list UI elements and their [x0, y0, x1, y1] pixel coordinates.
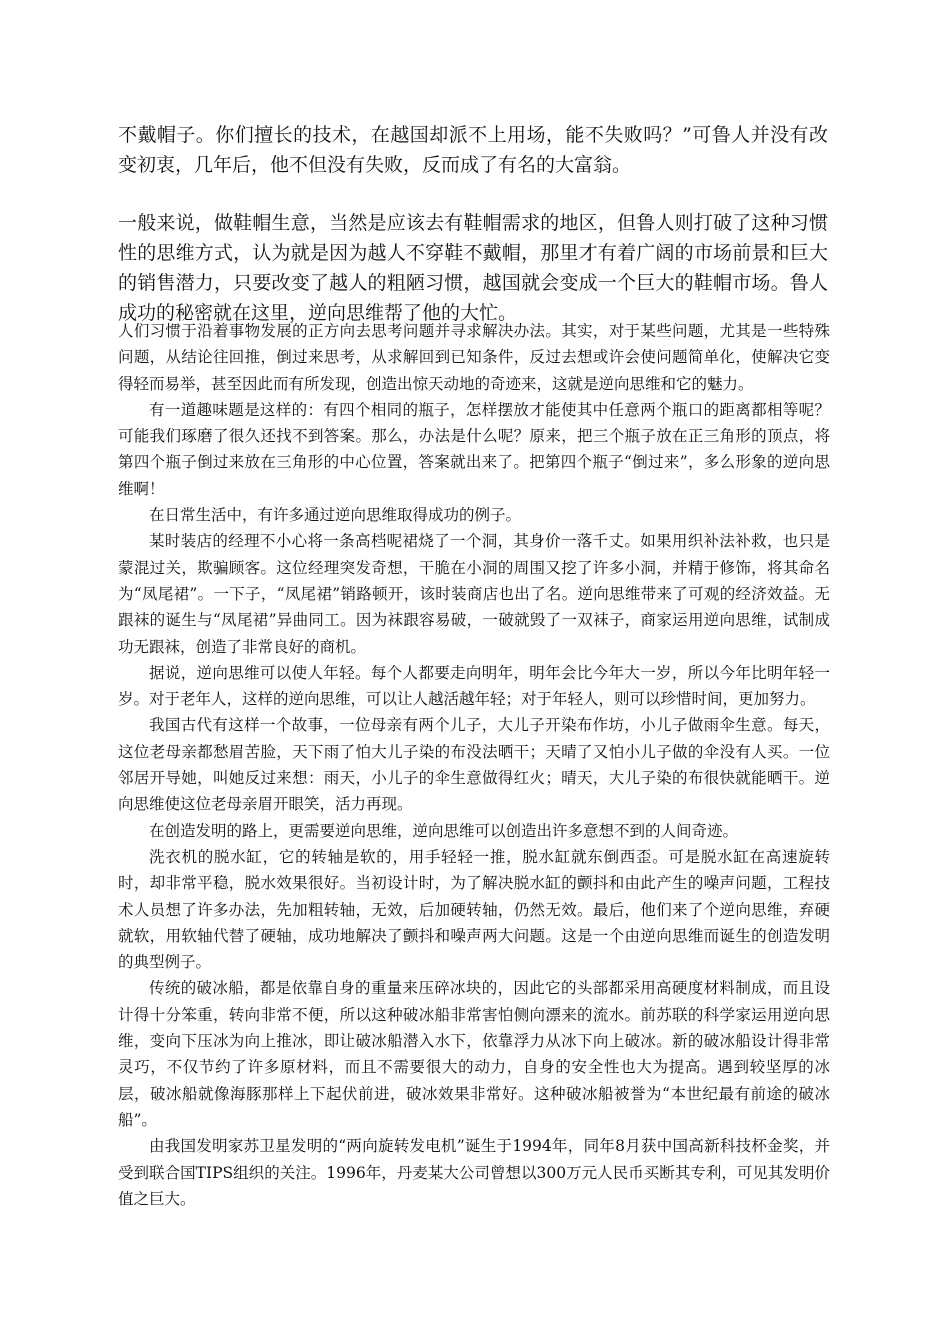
paragraph-washing-machine: 洗衣机的脱水缸，它的转轴是软的，用手轻轻一推，脱水缸就东倒西歪。可是脱水缸在高速旋转时，却非常平稳，脱水效果很好。当初设计时，为了解决脱水缸的颤抖和由此产生的噪声问题，工程技术人员想了许多办法，先加粗转轴，无效，后加硬转轴，仍然无效。最后，他们来了个逆向思维，弃硬就软，用软轴代替了硬轴，成功地解决了颤抖和噪声两大问题。这是一个由逆向思维而诞生的创造发明的典型例子。: [118, 847, 830, 972]
paragraph-invention: 在创造发明的路上，更需要逆向思维，逆向思维可以创造出许多意想不到的人间奇迹。: [149, 821, 739, 840]
paragraph-mother-story: 我国古代有这样一个故事，一位母亲有两个儿子，大儿子开染布作坊，小儿子做雨伞生意。每天，这位老母亲都愁眉苦脸，天下雨了怕大儿子染的布没法晒干；天晴了又怕小儿子做的伞没有人买。一位邻居开导她，叫她反过来想：雨天，小儿子的伞生意做得红火；晴天，大儿子染的布很快就能晒干。逆向思维使这位老母亲眉开眼笑，活力再现。: [118, 716, 830, 814]
paragraph-icebreaker: 传统的破冰船，都是依靠自身的重量来压碎冰块的，因此它的头部都采用高硬度材料制成，而且设计得十分笨重，转向非常不便，所以这种破冰船非常害怕侧向漂来的流水。前苏联的科学家运用逆向思维，变向下压冰为向上推冰，即让破冰船潜入水下，依靠浮力从冰下向上破冰。新的破冰船设计得非常灵巧，不仅节约了许多原材料，而且不需要很大的动力，自身的安全性也大为提高。遇到较坚厚的冰层，破冰船就像海豚那样上下起伏前进，破冰效果非常好。这种破冰船被誉为“本世纪最有前途的破冰船”。: [118, 979, 830, 1129]
paragraph-phoenix-skirt: 某时装店的经理不小心将一条高档呢裙烧了一个洞，其身价一落千丈。如果用织补法补救，也只是蒙混过关，欺骗顾客。这位经理突发奇想，干脆在小洞的周围又挖了许多小洞，并精于修饰，将其命名为“凤尾裙”。一下子，“凤尾裙”销路顿开，该时装商店也出了名。逆向思维带来了可观的经济效益。无跟袜的诞生与“凤尾裙”异曲同工。因为袜跟容易破，一破就毁了一双袜子，商家运用逆向思维，试制成功无跟袜，创造了非常良好的商机。: [118, 532, 830, 656]
body-section: [118, 318, 830, 1212]
paragraph-lu-continuation: 不戴帽子。你们擅长的技术，在越国却派不上用场，能不失败吗？”可鲁人并没有改变初衷，几年后，他不但没有失败，反而成了有名的大富翁。: [118, 124, 828, 176]
paragraph-bottles: 有一道趣味题是这样的：有四个相同的瓶子，怎样摆放才能使其中任意两个瓶口的距离都相等呢？可能我们琢磨了很久还找不到答案。那么，办法是什么呢？原来，把三个瓶子放在正三角形的顶点，将第四个瓶子倒过来放在三角形的中心位置，答案就出来了。把第四个瓶子“倒过来”，多么形象的逆向思维啊！: [118, 400, 830, 498]
paragraph-generator: 由我国发明家苏卫星发明的“两向旋转发电机”诞生于1994年，同年8月获中国高新科技杯金奖，并受到联合国TIPS组织的关注。1996年，丹麦某大公司曾想以300万元人民币买断其专利，可见其发明价值之巨大。: [118, 1137, 830, 1208]
paragraph-daily-life: 在日常生活中，有许多通过逆向思维取得成功的例子。: [149, 506, 522, 525]
paragraph-younger: 据说，逆向思维可以使人年轻。每个人都要走向明年，明年会比今年大一岁，所以今年比明年轻一岁。对于老年人，这样的逆向思维，可以让人越活越年轻；对于年轻人，则可以珍惜时间，更加努力。: [118, 663, 830, 709]
paragraph-lu-summary: 一般来说，做鞋帽生意，当然是应该去有鞋帽需求的地区，但鲁人则打破了这种习惯性的思维方式，认为就是因为越人不穿鞋不戴帽，那里才有着广阔的市场前景和巨大的销售潜力，只要改变了越人的粗陋习惯，越国就会变成一个巨大的鞋帽市场。鲁人成功的秘密就在这里，逆向思维帮了他的大忙。: [118, 212, 828, 324]
paragraph-intro: 人们习惯于沿着事物发展的正方向去思考问题并寻求解决办法。其实，对于某些问题，尤其是一些特殊问题，从结论往回推，倒过来思考，从求解回到已知条件，反过去想或许会使问题简单化，使解决它变得轻而易举，甚至因此而有所发现，创造出惊天动地的奇迹来，这就是逆向思维和它的魅力。: [118, 322, 830, 393]
top-section: [118, 120, 828, 328]
